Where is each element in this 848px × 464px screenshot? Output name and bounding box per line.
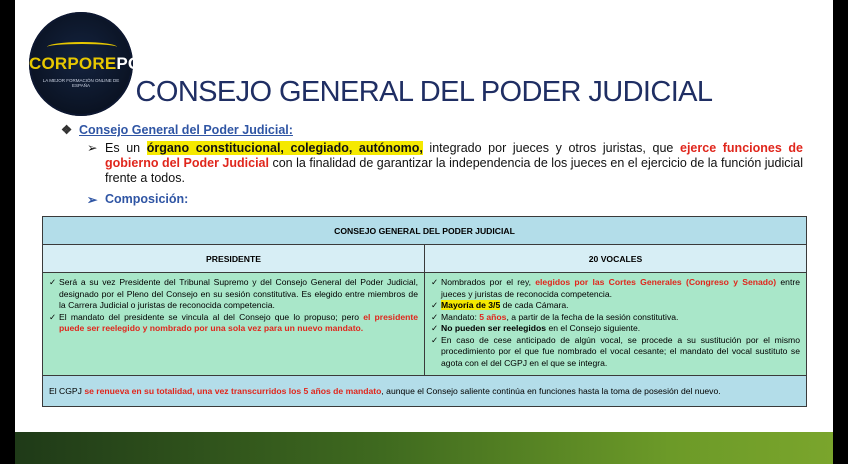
footer-b: se renueva en su totalidad, una vez transcurridos los 5 años de mandato — [84, 386, 382, 396]
check-icon: ✓ — [49, 311, 57, 322]
bullet-cgpj-label: Consejo General del Poder Judicial: — [79, 123, 293, 137]
vocales-item-3a: Mandato: — [441, 311, 480, 322]
presidente-cell — [43, 273, 425, 376]
table-footer — [43, 376, 807, 407]
composicion-label: Composición: — [105, 192, 189, 206]
presidente-item-2a: El mandato del presidente se vincula al del Consejo que lo propuso; pero — [59, 311, 364, 322]
footer-c: , aunque el Consejo saliente continúa en funciones hasta la toma de posesión del nuevo. — [381, 386, 721, 396]
logo-brand-b: POL — [116, 54, 152, 73]
vocales-item-3c: , a partir de la fecha de la sesión constitutiva. — [506, 311, 679, 322]
definition-red: ejerce funciones de gobierno del Poder Judicial — [105, 141, 803, 170]
check-icon: ✓ — [49, 277, 57, 287]
slide — [15, 0, 833, 464]
vocales-item-3b: 5 años — [479, 311, 507, 322]
check-icon: ✓ — [431, 300, 439, 310]
footer-a: El CGPJ — [49, 386, 85, 396]
vocales-item-1c: entre jueces y juristas de reconocida competencia. — [441, 277, 800, 299]
definition-highlight: órgano constitucional, colegiado, autónomo, — [146, 141, 423, 155]
definition-paragraph — [87, 141, 803, 186]
list-item — [431, 277, 800, 300]
logo-brand — [29, 54, 152, 74]
table-header: CONSEJO GENERAL DEL PODER JUDICIAL — [43, 217, 807, 245]
slide-title: CONSEJO GENERAL DEL PODER JUDICIAL — [135, 76, 713, 108]
list-item — [431, 312, 800, 324]
vocales-item-5: En caso de cese anticipado de algún vocal, se procede a su sustitución por el mismo procedimiento por el que fue nombrado el vocal cesante; el mandato del vocal sustituto se agota con el del CGPJ en el que se integra. — [441, 334, 800, 368]
vocales-item-4b: en el Consejo siguiente. — [546, 323, 641, 333]
bullet-composicion — [87, 192, 188, 206]
vocales-item-1b: elegidos por las Cortes Generales (Congreso y Senado) — [535, 277, 777, 287]
check-icon: ✓ — [431, 311, 439, 322]
vocales-item-2b: de cada Cámara. — [500, 300, 569, 310]
presidente-item-2b: el presidente puede ser reelegido y nombrado por una sola vez para un nuevo mandato. — [59, 311, 418, 333]
logo-tagline: LA MEJOR FORMACIÓN ONLINE DE ESPAÑA — [42, 78, 120, 88]
list-item — [49, 312, 418, 335]
diamond-bullet-icon: ❖ — [61, 123, 73, 137]
list-item — [49, 277, 418, 312]
presidente-item-1: Será a su vez Presidente del Tribunal Supremo y del Consejo General del Poder Judicial, designado por el Pleno del Consejo en su sesión constitutiva. Es elegido entre miembros de la Carrera Judicial o juristas de reconocida competencia. — [59, 277, 418, 310]
logo-swoosh — [47, 42, 117, 52]
definition-text — [105, 141, 803, 186]
check-icon: ✓ — [431, 277, 439, 287]
vocales-item-1a: Nombrados por el rey, — [441, 277, 536, 287]
check-icon: ✓ — [431, 323, 439, 333]
arrow-bullet-icon: ➢ — [87, 141, 98, 155]
vocales-cell — [425, 273, 807, 376]
list-item — [431, 335, 800, 370]
vocales-item-4a: No pueden ser reelegidos — [441, 323, 547, 333]
arrow-bullet-icon: ➢ — [87, 193, 98, 207]
vocales-item-2a: Mayoría de 3/5 — [441, 300, 501, 310]
definition-t2: integrado por jueces y otros juristas, que — [422, 141, 680, 155]
list-item — [431, 300, 800, 312]
logo-brand-a: CORPORE — [29, 54, 117, 73]
column-header-vocales: 20 VOCALES — [425, 245, 807, 273]
footer-green-band — [15, 432, 833, 464]
definition-t1: Es un — [105, 141, 147, 155]
composition-table — [42, 216, 807, 407]
definition-t3: con la finalidad de garantizar la independencia de los jueces en el ejercicio de la función judicial frente a todos. — [105, 156, 803, 185]
bullet-cgpj — [61, 122, 293, 137]
column-header-presidente: PRESIDENTE — [43, 245, 425, 273]
check-icon: ✓ — [431, 334, 439, 345]
list-item — [431, 323, 800, 335]
